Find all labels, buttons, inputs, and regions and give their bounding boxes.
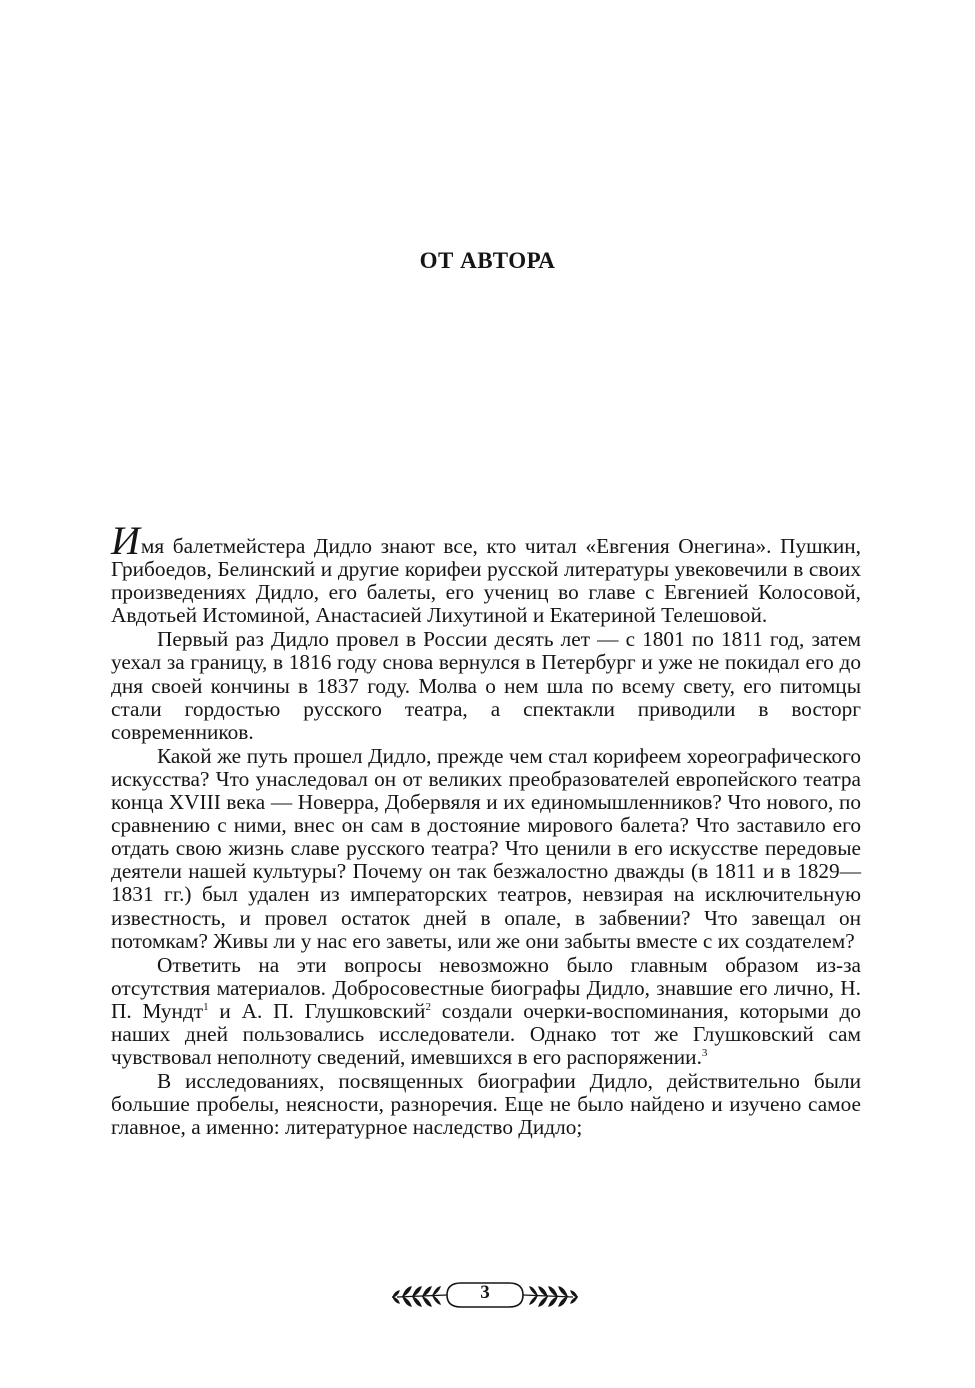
- paragraph-3: Какой же путь прошел Дидло, прежде чем стал корифеем хореографического искусства? Что унаследовал он от великих преобразователей европейского театра конца XVIII века — Новерра, Добервяля и их единомышленников? Что нового, по сравнению с ними, внес он сам в достояние мирового балета? Что заставило его отдать свою жизнь славе русского театра? Что ценили в его искусстве передовые деятели нашей культуры? Почему он так безжалостно дважды (в 1811 и в 1829—1831 гг.) был удален из императорских театров, невзирая на исключительную известность, и провел остаток дней в опале, в забвении? Что завещал он потомкам? Живы ли у нас его заветы, или же они забыты вместе с их создателем?: [111, 743, 861, 953]
- paragraph-4-text-a: Ответить на эти вопросы невозможно было главным образом из-за отсутствия материалов. Добросовестные биографы Дидло, знавшие его лично, Н. П. Мундт: [111, 952, 861, 1023]
- paragraph-1: [111, 518, 861, 628]
- paragraph-4-text-b: и А. П. Глушковский: [208, 998, 426, 1023]
- page-number: 3: [480, 1282, 490, 1303]
- drop-cap: И: [111, 518, 141, 563]
- paragraph-4: [111, 954, 861, 1069]
- paragraph-2: Первый раз Дидло провел в России десять лет — с 1801 по 1811 год, затем уехал за границу, в 1816 году снова вернулся в Петербург и уже не покидал его до дня своей кончины в 1837 году. Молва о нем шла по всему свету, его питомцы стали гордостью русского театра, а спектакли приводили в восторг современников.: [111, 627, 861, 744]
- footnote-ref-3: 3: [701, 1047, 708, 1060]
- page-title: ОТ АВТОРА: [419, 248, 556, 274]
- paragraph-5: В исследованиях, посвященных биографии Дидло, действительно были большие пробелы, неясности, разноречия. Еще не было найдено и изучено самое главное, а именно: литературное наследство Дидло;: [111, 1069, 861, 1140]
- body-text: [111, 518, 861, 1140]
- footnote-ref-1: 1: [203, 1000, 209, 1013]
- paragraph-1-text: мя балетмейстера Дидло знают все, кто читал «Евгения Онегина». Пушкин, Грибоедов, Белинский и другие корифеи русской литературы увековечили в своих произведениях Дидло, его балеты, его учениц во главе с Евгенией Колосовой, Авдотьей Истоминой, Анастасией Лихутиной и Екатериной Телешовой.: [111, 534, 861, 628]
- paragraph-4-text-c: создали очерки-воспоминания, которыми до наших дней пользовались исследователи. Однако тот же Глушковский сам чувствовал неполноту сведений, имевшихся в его распоряжении.: [111, 998, 861, 1070]
- footnote-ref-2: 2: [425, 1000, 431, 1013]
- page-number-ornament: [385, 1275, 585, 1315]
